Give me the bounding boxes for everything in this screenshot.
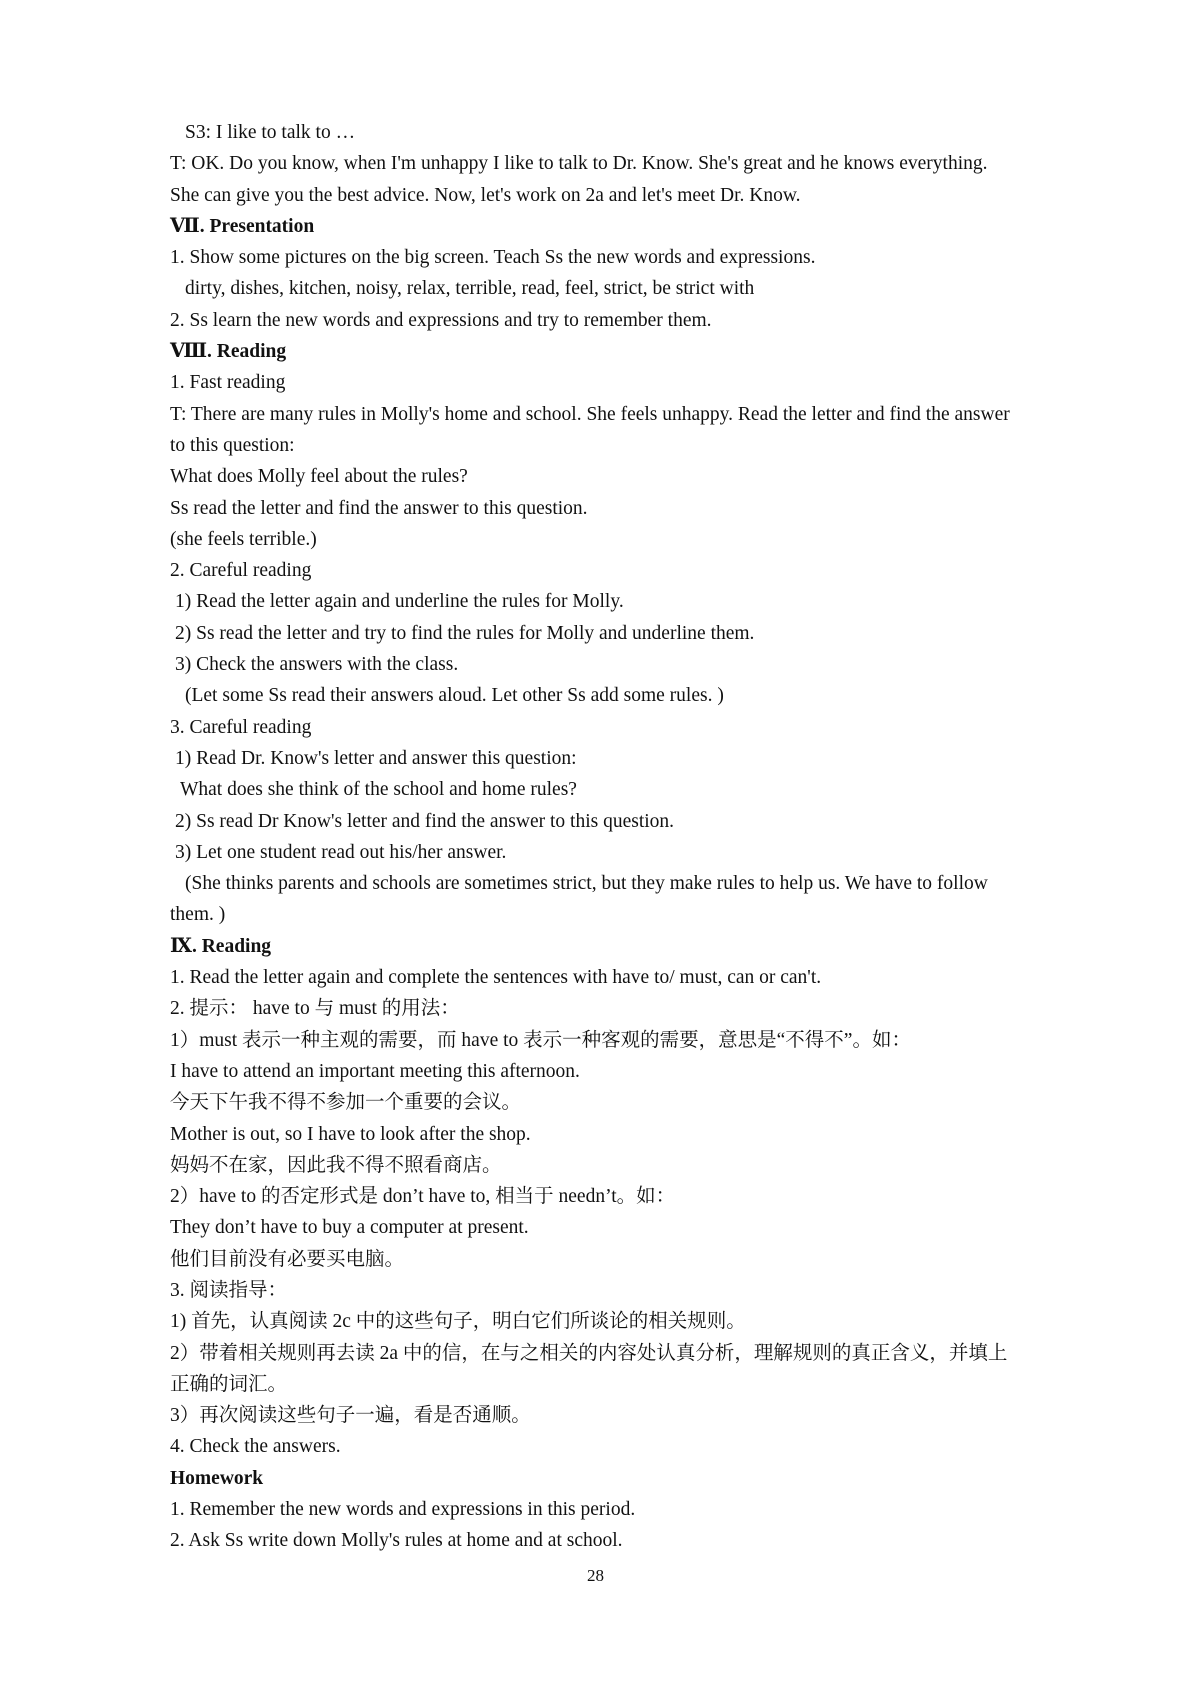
text-line: them. ) bbox=[170, 904, 226, 926]
text-line: T: There are many rules in Molly's home and school. She feels unhappy. Read the letter and find the answer bbox=[170, 403, 1010, 425]
text-line: 3. Careful reading bbox=[170, 716, 312, 738]
text-line: 2）have to 的否定形式是 don’t have to, 相当于 needn’t。如： bbox=[170, 1186, 676, 1208]
text-line: I have to attend an important meeting this afternoon. bbox=[170, 1060, 580, 1082]
text-line: 3) Let one student read out his/her answer. bbox=[175, 841, 507, 863]
text-line: dirty, dishes, kitchen, noisy, relax, terrible, read, feel, strict, be strict with bbox=[185, 278, 755, 300]
text-line: 3) Check the answers with the class. bbox=[175, 654, 459, 676]
text-line: They don’t have to buy a computer at present. bbox=[170, 1217, 529, 1239]
text-line: 妈妈不在家，因此我不得不照看商店。 bbox=[170, 1154, 502, 1176]
text-line: She can give you the best advice. Now, let's work on 2a and let's meet Dr. Know. bbox=[170, 184, 801, 206]
section-heading: Ⅷ. Reading bbox=[170, 341, 287, 363]
text-line: 正确的词汇。 bbox=[170, 1373, 288, 1395]
page-number: 28 bbox=[587, 1566, 604, 1585]
text-line: 2. Ss learn the new words and expressions and try to remember them. bbox=[170, 309, 712, 331]
text-line: 1. Show some pictures on the big screen. Teach Ss the new words and expressions. bbox=[170, 247, 816, 269]
text-line: 3. 阅读指导： bbox=[170, 1279, 288, 1301]
text-line: 他们目前没有必要买电脑。 bbox=[170, 1248, 405, 1270]
text-line: 1) Read the letter again and underline the rules for Molly. bbox=[175, 591, 624, 613]
document-body bbox=[170, 117, 1090, 1557]
text-line: (She thinks parents and schools are sometimes strict, but they make rules to help us. We have to follow bbox=[185, 873, 988, 895]
text-line: 2. Ask Ss write down Molly's rules at home and at school. bbox=[170, 1530, 623, 1552]
text-line: 3）再次阅读这些句子一遍，看是否通顺。 bbox=[170, 1405, 531, 1427]
text-line: 1. Remember the new words and expressions in this period. bbox=[170, 1499, 636, 1521]
text-line: S3: I like to talk to … bbox=[185, 122, 356, 143]
text-line: (Let some Ss read their answers aloud. Let other Ss add some rules. ) bbox=[185, 685, 724, 707]
text-line: 1）must 表示一种主观的需要，而 have to 表示一种客观的需要，意思是“不得不”。如： bbox=[170, 1029, 911, 1051]
text-line: Mother is out, so I have to look after the shop. bbox=[170, 1123, 531, 1145]
text-line: 2）带着相关规则再去读 2a 中的信，在与之相关的内容处认真分析，理解规则的真正含义，并填上 bbox=[170, 1342, 1008, 1364]
text-line: 2) Ss read the letter and try to find the rules for Molly and underline them. bbox=[175, 622, 755, 644]
text-line: 1) 首先，认真阅读 2c 中的这些句子，明白它们所谈论的相关规则。 bbox=[170, 1311, 746, 1333]
text-line: 1. Read the letter again and complete the sentences with have to/ must, can or can't. bbox=[170, 967, 822, 989]
text-line: Ss read the letter and find the answer to this question. bbox=[170, 497, 588, 519]
text-line: to this question: bbox=[170, 434, 295, 456]
text-line: What does she think of the school and home rules? bbox=[180, 779, 577, 801]
text-line: 2. 提示： have to 与 must 的用法： bbox=[170, 998, 460, 1020]
text-line: T: OK. Do you know, when I'm unhappy I like to talk to Dr. Know. She's great and he knows everything. bbox=[170, 153, 988, 175]
text-line: 1. Fast reading bbox=[170, 372, 286, 394]
text-line: (she feels terrible.) bbox=[170, 528, 317, 550]
text-line: 4. Check the answers. bbox=[170, 1436, 341, 1458]
text-line: What does Molly feel about the rules? bbox=[170, 466, 468, 488]
text-line: 2. Careful reading bbox=[170, 560, 312, 582]
text-line: 2) Ss read Dr Know's letter and find the answer to this question. bbox=[175, 810, 675, 832]
text-line: 今天下午我不得不参加一个重要的会议。 bbox=[170, 1092, 522, 1114]
section-heading: Ⅸ. Reading bbox=[170, 935, 272, 957]
section-heading: Ⅶ. Presentation bbox=[170, 215, 315, 237]
text-line: 1) Read Dr. Know's letter and answer this question: bbox=[175, 747, 577, 769]
section-heading: Homework bbox=[170, 1467, 264, 1489]
